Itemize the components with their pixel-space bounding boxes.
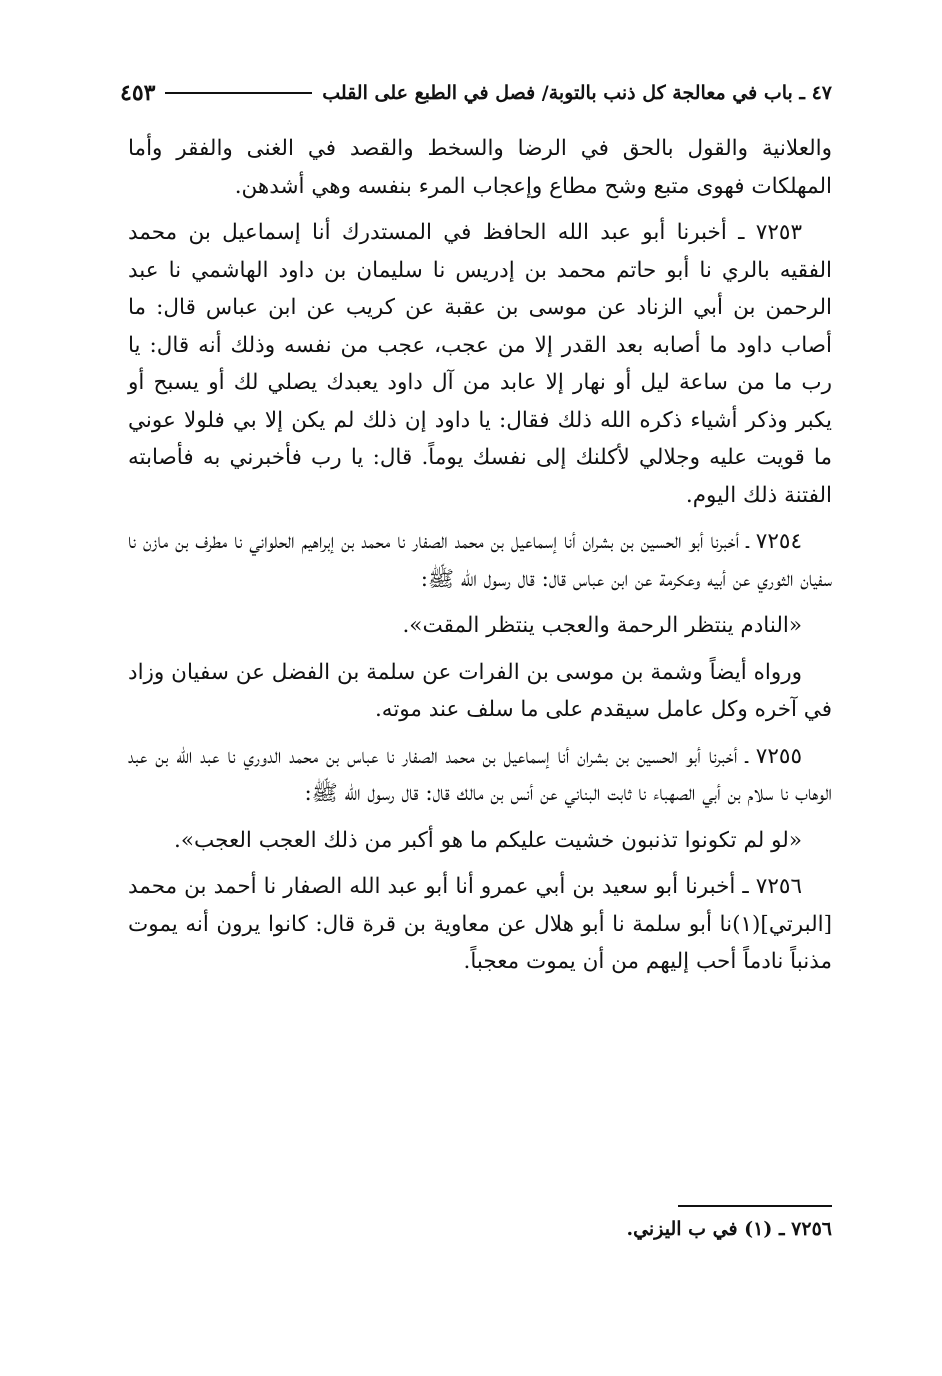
hadith-7254: ٧٢٥٤ ـ أخبرنا أبو الحسين بن بشران أنا إسماعيل بن محمد الصفار نا محمد بن إبراهيم الحلواني نا مطرف بن مازن نا سفيان الثوري عن أبيه وعكرمة عن ابن عباس قال: قال رسول الله ﷺ: bbox=[128, 529, 832, 592]
hadith-quote: «لو لم تكونوا تذنبون خشيت عليكم ما هو أكبر من ذلك العجب العجب». bbox=[174, 827, 802, 853]
hadith-7253: ٧٢٥٣ ـ أخبرنا أبو عبد الله الحافظ في المستدرك أنا إسماعيل بن محمد الفقيه بالري نا أبو حاتم محمد بن إدريس نا سليمان بن داود الهاشمي نا عبد الرحمن بن أبي الزناد عن موسى بن عقبة عن كريب عن ابن عباس قال: ما أصاب داود ما أصابه بعد القدر إلا من عجب، عجب من نفسه وذلك أنه قال: يا رب ما من ساعة ليل أو نهار إلا عابد من آل داود يعبدك يصلي لك أو يسبح أو يكبر وذكر أشياء ذكره الله ذلك فقال: يا داود إن ذلك لم يكن إلا بي فلولا عوني ما قويت عليه وجلالي لأكلنك إلى نفسك يوماً. قال: يا رب فأخبرني به فأصابته الفتنة ذلك اليوم. bbox=[128, 220, 832, 508]
running-header bbox=[120, 76, 832, 110]
footnote: ٧٢٥٦ ـ (١) في ب اليزني. bbox=[626, 1218, 832, 1240]
hadith-quote: «النادم ينتظر الرحمة والعجب ينتظر المقت». bbox=[402, 613, 802, 638]
hadith-7255: ٧٢٥٥ ـ أخبرنا أبو الحسين بن بشران أنا إسماعيل بن محمد الصفار نا عباس بن محمد الدوري نا عبد الله بن عبد الوهاب نا سلام بن أبي الصهباء نا ثابت البناني عن أنس بن مالك قال: قال رسول الله ﷺ: bbox=[128, 743, 832, 806]
narration-note: ورواه أيضاً وشمة بن موسى بن الفرات عن سلمة بن الفضل عن سفيان وزاد في آخره وكل عامل سيقدم على ما سلف عند موته. bbox=[128, 659, 832, 722]
paragraph-continuation: والعلانية والقول بالحق في الرضا والسخط والقصد في الغنى والفقر وأما المهلكات فهوى متبع وشح مطاع وإعجاب المرء بنفسه وهي أشدهن. bbox=[128, 136, 832, 199]
chapter-title: ٤٧ ـ باب في معالجة كل ذنب بالتوبة/ فصل في الطبع على القلب bbox=[322, 82, 832, 104]
page-number: ٤٥٣ bbox=[120, 80, 156, 106]
body-text bbox=[128, 130, 832, 990]
hadith-7256: ٧٢٥٦ ـ أخبرنا أبو سعيد بن أبي عمرو أنا أبو عبد الله الصفار نا أحمد بن محمد [البرتي](١)نا أبو سلمة نا أبو هلال عن معاوية بن قرة قال: كانوا يرون أنه يموت مذنباً نادماً أحب إليهم من أن يموت معجباً. bbox=[128, 874, 832, 974]
footnote-rule bbox=[678, 1205, 832, 1207]
header-rule bbox=[165, 92, 312, 94]
